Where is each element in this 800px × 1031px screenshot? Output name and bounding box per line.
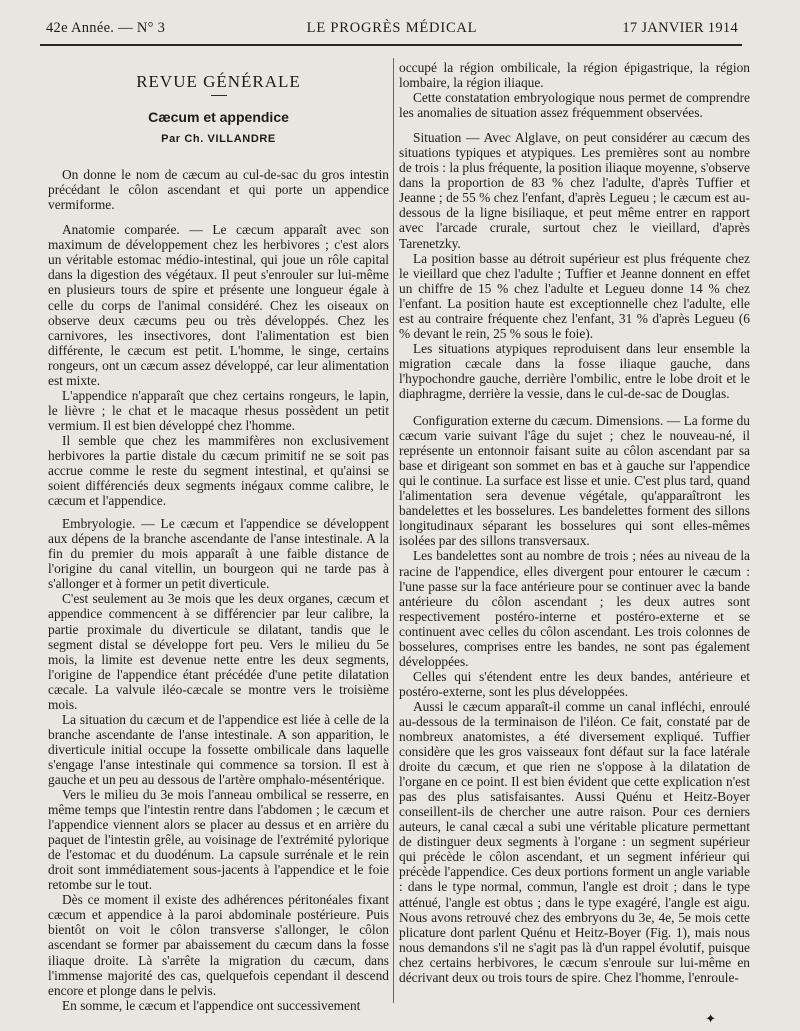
paragraph: Il semble que chez les mammifères non exclusivement herbivores la partie distale du cæcum primitif ne se soit pas accrue comme le reste du segment intestinal, et qu'ainsi se soient différenciés deux segments inégaux comme calibre, le cæcum et l'appendice. [48, 432, 389, 509]
paragraph: La position basse au détroit supérieur est plus fréquente chez le vieillard que chez l'adulte ; Tuffier et Jeanne donnent en effet un chiffre de 15 % chez l'adulte et Legueu donne 14 % chez l'enfant. La position haute est exceptionnelle chez l'adulte, elle est au contraire fréquente chez l'enfant, 31 % d'après Legueu (6 % devant le rein, 25 % sous le foie). [399, 250, 750, 341]
paragraph: La situation du cæcum et de l'appendice est liée à celle de la branche ascendante de l'anse intestinale. A son apparition, le diverticule initial occupe la fossette ombilicale dans laquelle s'engage l'anse intestinale qui commence sa torsion. Il est à gauche et un peu au dessous de l'artère omphalo-mésentérique. [48, 711, 389, 787]
column-rule [393, 58, 394, 1003]
issue-date: 17 JANVIER 1914 [622, 20, 738, 36]
paragraph: Les bandelettes sont au nombre de trois ; nées au niveau de la racine de l'appendice, elles divergent pour entourer le cæcum : l'une passe sur la face antérieure pour se continuer avec la bande antérieure du côlon ascendant ; les deux autres sont respectivement postéro-interne et postéro-externe et se continuent avec celles du côlon ascendant. Les trois colonnes de bosselures, comprises entre les bandes, ne sont pas également développées. [399, 548, 750, 669]
paragraph: Vers le milieu du 3e mois l'anneau ombilical se resserre, en même temps que l'intestin rentre dans l'abdomen ; le cæcum et l'appendice viennent alors se placer au dessus et en arrière du paquet de l'intestin grêle, au voisinage de l'extrémité pylorique de l'estomac et du duodénum. La capsule surrénale et le rein droit sont immédiatement sous-jacents à l'appendice et le foie retombe sur le tout. [48, 787, 389, 893]
paragraph: C'est seulement au 3e mois que les deux organes, cæcum et appendice commencent à se différencier par leur calibre, la partie proximale du diverticule se dilatant, tandis que le segment distal se développe fort peu. Vers le milieu du 5e mois, la limite est devenue nette entre les deux segments, l'origine de l'appendice étant précédée d'une petite dilatation cæcale. La valvule iléo-cæcale se montre vers le troisième mois. [48, 591, 389, 712]
article-title: Cæcum et appendice [148, 109, 289, 126]
paragraph: occupé la région ombilicale, la région épigastrique, la région lombaire, la région iliaque. [399, 60, 750, 91]
journal-title: LE PROGRÈS MÉDICAL [306, 20, 478, 36]
right-column [399, 60, 750, 985]
paragraph: L'appendice n'apparaît que chez certains rongeurs, le lapin, le lièvre ; le chat et le macaque rhesus possèdent un petit vermium. Il est bien développé chez l'homme. [48, 387, 389, 433]
paragraph: Embryologie. — Le cæcum et l'appendice se développent aux dépens de la branche ascendante de l'anse intestinale. A la fin du premier du mois apparaît à une faible distance de l'origine du canal vitellin, un bourgeon qui ne tarde pas à s'allonger et à former un petit diverticule. [48, 516, 389, 592]
paragraph: Celles qui s'étendent entre les deux bandes, antérieure et postéro-externe, sont les plus développées. [399, 668, 750, 699]
running-head [46, 20, 738, 42]
paragraph: Aussi le cæcum apparaît-il comme un canal infléchi, enroulé au-dessous de la terminaison de l'iléon. Ce fait, constaté par de nombreux anatomistes, a été diversement expliqué. Tuffier considère que les gros vaisseaux font défaut sur la face latérale droite du cæcum, et que rien ne s'oppose à la dilatation de l'organe en ce point. Il est bien évident que cette explication n'est pas des plus satisfaisantes. Aussi Quénu et Heitz-Boyer conseillent-ils de chercher une autre raison. Pour ces derniers auteurs, le canal cæcal a subi une véritable plicature permettant de distinguer deux segments à l'organe : un segment supérieur qui précède le côlon ascendant, et un segment inférieur qui précède l'appendice. Ces deux portions forment un angle variable : dans le type normal, commun, l'angle est droit ; dans le type atténué, l'angle est obtus ; dans le type exagéré, l'angle est aigu. Nous avons retrouvé chez des embryons du 3e, 4e, 5e mois cette plicature dont parlent Quénu et Heitz-Boyer (Fig. 1), mais nous nous demandons s'il ne s'agit pas là d'un rappel évolutif, puisque chez certains herbivores, le cæcum s'enroule sur lui-même en décrivant deux ou trois tours de spire. Chez l'homme, l'enroule- [399, 698, 750, 985]
left-column [48, 60, 389, 1013]
paragraph: Dès ce moment il existe des adhérences péritonéales fixant cæcum et appendice à la paroi abdominale postérieure. Puis bientôt on voit le côlon transverse s'allonger, le côlon ascendant se former par abaissement du cæcum dans la fosse iliaque droite. Là s'arrête la migration du cæcum, dans l'immense majorité des cas, quelquefois cependant il descend encore et plonge dans le pelvis. [48, 892, 389, 998]
article-byline: Par Ch. VILLANDRE [161, 133, 276, 146]
paragraph: Configuration externe du cæcum. Dimensions. — La forme du cæcum varie suivant l'âge du sujet ; chez le nouveau-né, il représente un entonnoir faisant suite au côlon ascendant par sa base et dirigeant son sommet en bas et à gauche sur l'appendice qui le continue. La surface est lisse et unie. C'est plus tard, quand l'alimentation sera devenue végétale, qu'apparaîtront les bandelettes et les bosselures. Les bandelettes forment des sillons longitudinaux séparant les bosselures qui sont elles-mêmes isolées par des sillons transversaux. [399, 413, 750, 549]
paragraph: En somme, le cæcum et l'appendice ont successivement [62, 997, 361, 1013]
paragraph: Situation — Avec Alglave, on peut considérer au cæcum des situations typiques et atypiques. Les premières sont au nombre de trois : la plus fréquente, la position iliaque moyenne, s'observe dans la proportion de 83 % chez l'adulte, d'après Tuffier et Jeanne ; de 55 % chez l'enfant, d'après Legueu ; le cæcum est au-dessous de la ligne bisiliaque, et peut même entrer en rapport avec l'arcade crurale, surtout chez le vieillard, d'après Tarenetzky. [399, 130, 750, 251]
paragraph: Anatomie comparée. — Le cæcum apparaît avec son maximum de développement chez les herbivores ; c'est alors un véritable estomac médio-intestinal, qui joue un rôle capital dans la digestion des végétaux. Il peut s'enrouler sur lui-même en plusieurs tours de spire et présente une longueur égale à celle du corps de l'animal considéré. Chez les oiseaux on observe deux cæcums peu ou très développés. Chez les carnivores, les insectivores, dont l'alimentation est bien différente, le cæcum est petit. L'homme, le singe, certains rongeurs, ont un cæcum assez développé, car leur alimentation est mixte. [48, 222, 389, 388]
heading-dash [211, 95, 227, 96]
section-heading: REVUE GÉNÉRALE [136, 72, 301, 91]
header-rule [40, 44, 742, 46]
paragraph: On donne le nom de cæcum au cul-de-sac du gros intestin précédant le côlon ascendant et qui porte un appendice vermiforme. [48, 167, 389, 213]
paragraph: Les situations atypiques reproduisent dans leur ensemble la migration cæcale dans la fosse iliaque gauche, dans l'hypochondre gauche, derrière l'ombilic, entre le lobe droit et le diaphragme, derrière la vessie, dans le cul-de-sac de Douglas. [399, 340, 750, 401]
paragraph: Cette constatation embryologique nous permet de comprendre les anomalies de situation assez fréquemment observées. [399, 90, 750, 121]
issue-number: 42e Année. — N° 3 [46, 20, 166, 36]
ornament-icon: ✦ [705, 1012, 716, 1027]
